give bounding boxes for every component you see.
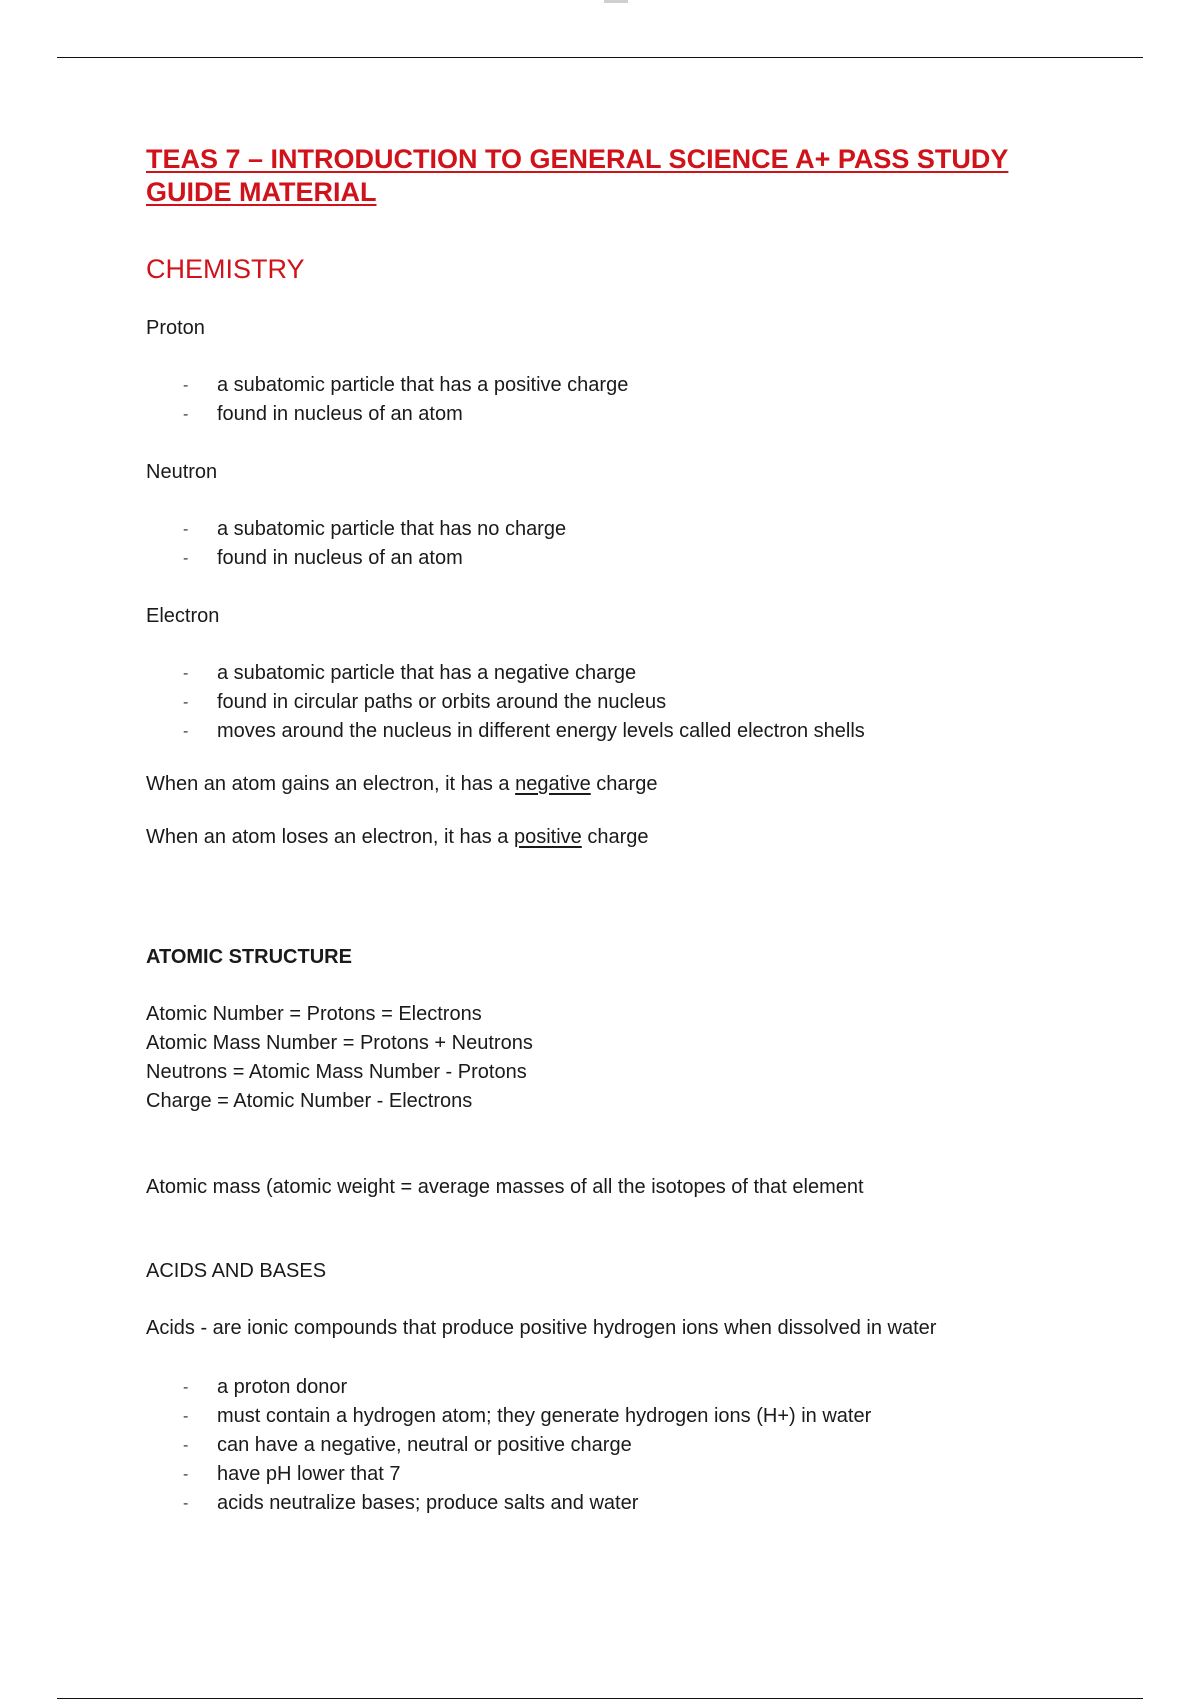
term-proton: Proton: [146, 317, 205, 339]
formula-line: Charge = Atomic Number - Electrons: [146, 1090, 473, 1112]
list-item: - have pH lower that 7: [146, 1460, 1096, 1489]
list-item: - acids neutralize bases; produce salts and water: [146, 1489, 1096, 1518]
list-item: - must contain a hydrogen atom; they generate hydrogen ions (H+) in water: [146, 1402, 1096, 1431]
list-item: - found in circular paths or orbits around the nucleus: [146, 688, 1096, 717]
dash-marker: -: [183, 665, 189, 682]
footer-rule: [57, 1698, 1143, 1699]
page-top-marker: [604, 0, 628, 3]
list-item: - can have a negative, neutral or positive charge: [146, 1431, 1096, 1460]
document-title: TEAS 7 – INTRODUCTION TO GENERAL SCIENCE A+ PASS STUDY GUIDE MATERIAL: [146, 144, 1009, 207]
keyword-negative: negative: [515, 773, 591, 795]
gain-electron-sentence: When an atom gains an electron, it has a negative charge: [146, 773, 658, 795]
term-electron: Electron: [146, 605, 220, 627]
dash-marker: -: [183, 377, 189, 394]
lose-electron-sentence: When an atom loses an electron, it has a positive charge: [146, 826, 649, 848]
keyword-positive: positive: [513, 826, 582, 848]
dash-marker: -: [183, 1379, 189, 1396]
atomic-structure-heading: ATOMIC STRUCTURE: [146, 946, 352, 968]
acids-points: [146, 1373, 1096, 1518]
proton-points: [146, 371, 1096, 429]
formula-line: Atomic Number = Protons = Electrons: [146, 1003, 482, 1025]
list-item: - a subatomic particle that has no charge: [146, 515, 1096, 544]
dash-marker: -: [183, 406, 189, 423]
formula-line: Neutrons = Atomic Mass Number - Protons: [146, 1061, 527, 1083]
dash-marker: -: [183, 521, 189, 538]
atomic-mass-definition: Atomic mass (atomic weight = average masses of all the isotopes of that element: [146, 1176, 864, 1198]
list-item: - found in nucleus of an atom: [146, 544, 1096, 573]
term-neutron: Neutron: [146, 461, 218, 483]
dash-marker: -: [183, 1408, 189, 1425]
formula-line: Atomic Mass Number = Protons + Neutrons: [146, 1032, 533, 1054]
list-item: - a proton donor: [146, 1373, 1096, 1402]
neutron-points: [146, 515, 1096, 573]
dash-marker: -: [183, 550, 189, 567]
dash-marker: -: [183, 1495, 189, 1512]
dash-marker: -: [183, 1437, 189, 1454]
dash-marker: -: [183, 723, 189, 740]
document-body: [146, 143, 1096, 1518]
dash-marker: -: [183, 694, 189, 711]
acids-bases-heading: ACIDS AND BASES: [146, 1260, 327, 1282]
electron-points: [146, 659, 1096, 746]
header-rule: [57, 57, 1143, 58]
atomic-formulas: [146, 1000, 1096, 1116]
list-item: - a subatomic particle that has a negative charge: [146, 659, 1096, 688]
acids-definition: Acids - are ionic compounds that produce positive hydrogen ions when dissolved in water: [146, 1317, 937, 1339]
list-item: - moves around the nucleus in different energy levels called electron shells: [146, 717, 1096, 746]
list-item: - found in nucleus of an atom: [146, 400, 1096, 429]
list-item: - a subatomic particle that has a positive charge: [146, 371, 1096, 400]
dash-marker: -: [183, 1466, 189, 1483]
chemistry-heading: CHEMISTRY: [146, 254, 305, 284]
